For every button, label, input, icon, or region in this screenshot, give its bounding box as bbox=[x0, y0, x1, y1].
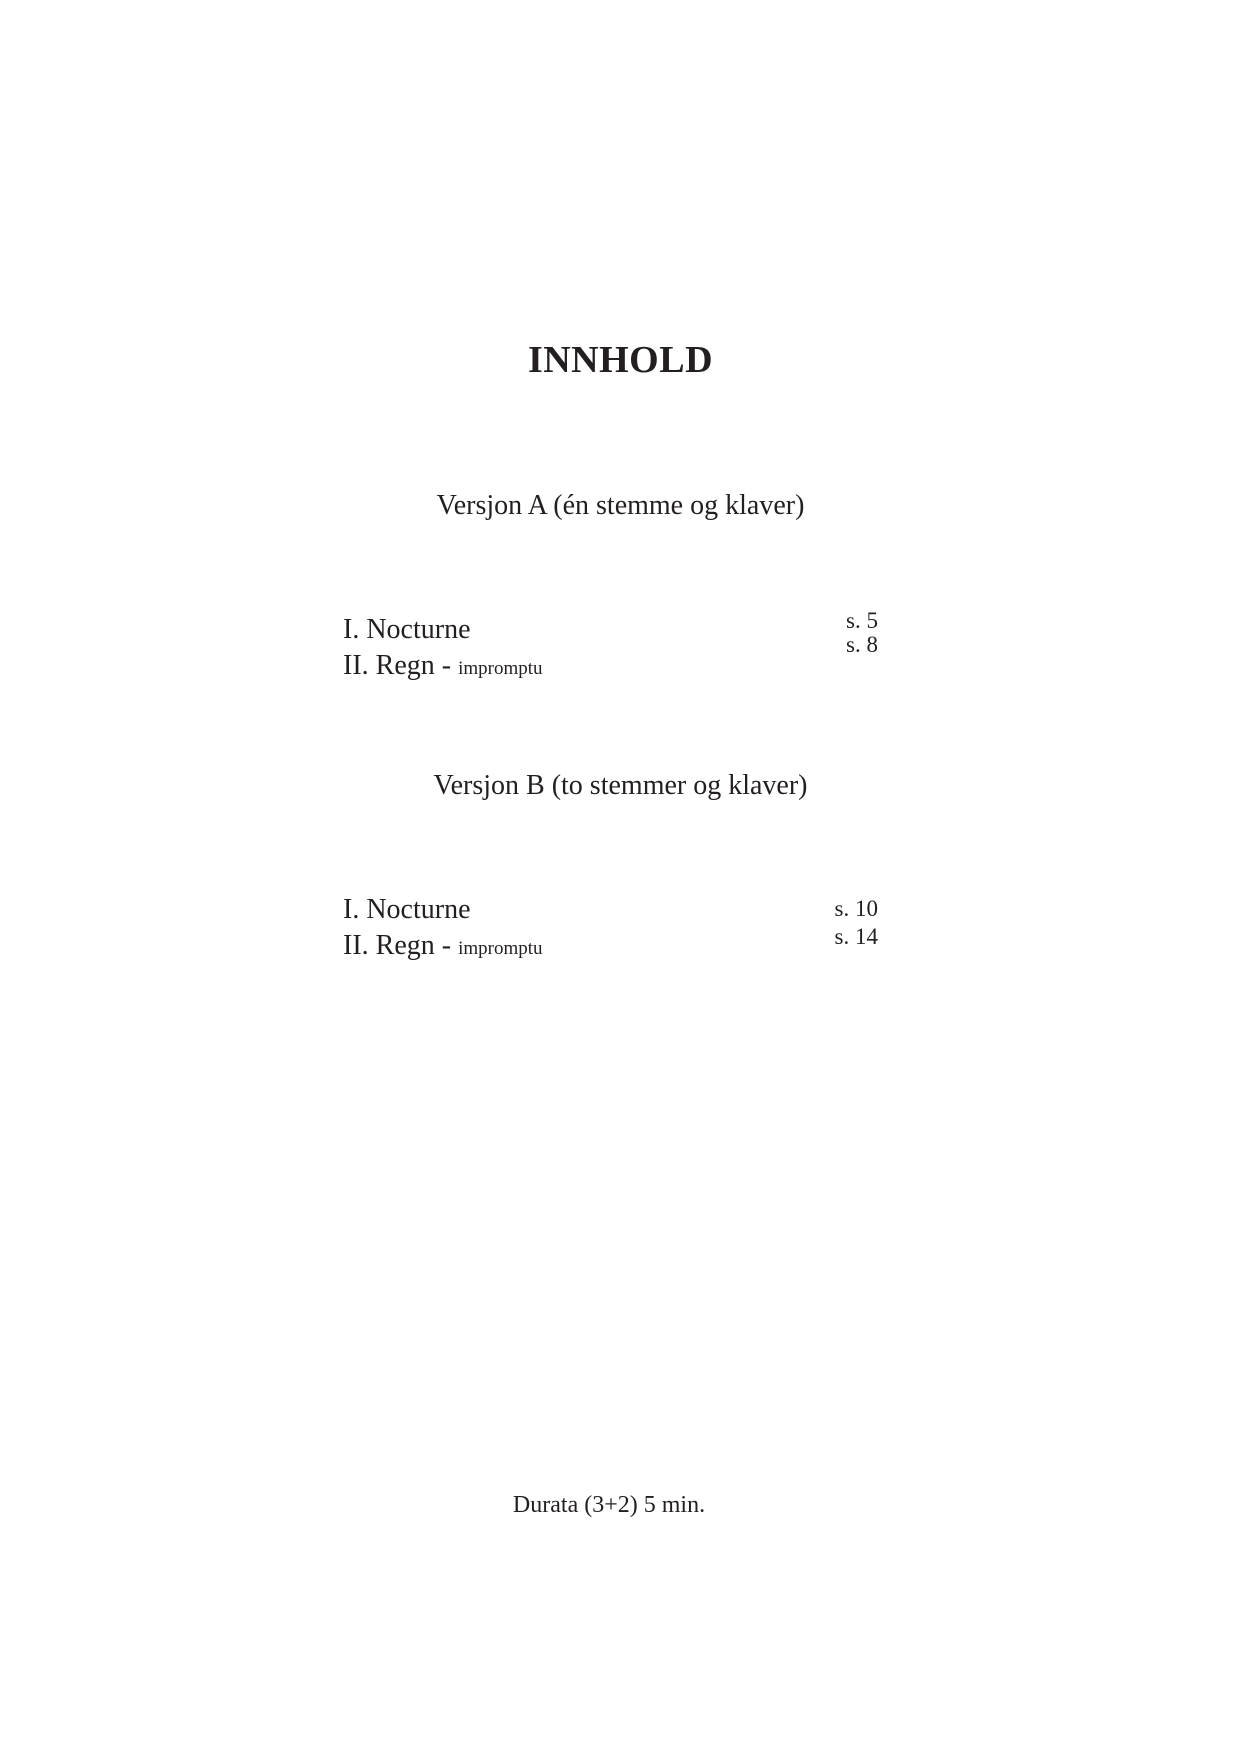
movement-name: Nocturne bbox=[366, 894, 471, 925]
toc-entry-title bbox=[343, 612, 471, 648]
movement-number: I. bbox=[343, 894, 360, 925]
toc-entry bbox=[343, 924, 878, 964]
movement-name: Nocturne bbox=[366, 614, 471, 645]
version-a-contents bbox=[343, 608, 878, 684]
version-b-contents bbox=[343, 892, 878, 964]
movement-number: I. bbox=[343, 614, 360, 645]
toc-entry-page: s. 10 bbox=[834, 896, 878, 921]
movement-subtitle: impromptu bbox=[458, 658, 543, 679]
movement-number: II. bbox=[343, 650, 369, 681]
movement-number: II. bbox=[343, 930, 369, 961]
toc-entry-page: s. 8 bbox=[846, 632, 878, 657]
toc-entry-title bbox=[343, 648, 543, 687]
movement-subtitle: impromptu bbox=[458, 938, 543, 959]
toc-entry-page: s. 5 bbox=[846, 608, 878, 633]
page-title: INNHOLD bbox=[527, 339, 714, 381]
version-a-heading: Versjon A (én stemme og klaver) bbox=[436, 490, 805, 521]
movement-name: Regn - bbox=[375, 930, 452, 961]
toc-entry-title bbox=[343, 892, 471, 928]
duration-note: Durata (3+2) 5 min. bbox=[512, 1492, 706, 1518]
version-b-heading: Versjon B (to stemmer og klaver) bbox=[433, 770, 808, 801]
toc-entry bbox=[343, 892, 878, 928]
toc-entry bbox=[343, 632, 878, 684]
toc-entry-page: s. 14 bbox=[834, 924, 878, 949]
toc-entry-title bbox=[343, 928, 543, 967]
toc-entry bbox=[343, 608, 878, 648]
movement-name: Regn - bbox=[375, 650, 452, 681]
